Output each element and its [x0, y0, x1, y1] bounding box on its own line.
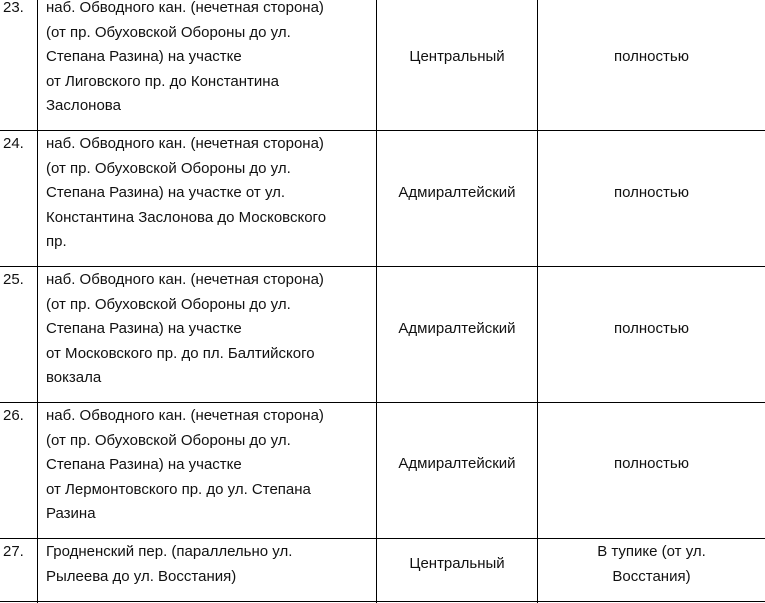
street-name-line: (от пр. Обуховской Обороны до ул. — [46, 431, 291, 449]
street-name-line: наб. Обводного кан. (нечетная сторона) — [46, 407, 324, 424]
district: Центральный — [409, 48, 505, 65]
row-divider — [0, 130, 765, 131]
closure-status-line: Восстания) — [612, 567, 691, 585]
closure-status-line: полностью — [614, 320, 689, 337]
street-name-line: Степана Разина) на участке от ул. — [46, 184, 286, 201]
column-divider — [537, 0, 538, 603]
row-divider — [0, 538, 765, 539]
row-divider — [0, 601, 765, 602]
closure-status — [538, 452, 765, 477]
street-name-line: наб. Обводного кан. (нечетная сторона) — [46, 0, 324, 16]
column-divider — [376, 0, 377, 603]
street-name-line: Заслонова — [46, 97, 121, 114]
closure-status — [538, 540, 765, 589]
column-divider — [37, 0, 38, 603]
street-name — [46, 268, 371, 391]
street-name — [46, 0, 371, 119]
closure-status-line: полностью — [614, 455, 689, 472]
street-name-line: Рылеева до ул. Восстания) — [46, 567, 237, 585]
street-name — [46, 132, 371, 255]
district: Адмиралтейский — [398, 320, 516, 337]
street-name-line: Степана Разина) на участке — [46, 320, 242, 337]
street-name-line: (от пр. Обуховской Обороны до ул. — [46, 159, 291, 177]
closure-status — [538, 45, 765, 70]
closure-status-line: полностью — [614, 48, 689, 65]
street-name-line: пр. — [46, 233, 67, 250]
street-name-line: (от пр. Обуховской Обороны до ул. — [46, 295, 291, 313]
district: Адмиралтейский — [398, 455, 516, 472]
street-name-line: от Лермонтовского пр. до ул. Степана — [46, 480, 311, 498]
street-name-line: Константина Заслонова до Московского — [46, 208, 327, 226]
street-name-line: от Лиговского пр. до Константина — [46, 72, 279, 90]
street-name-line: Степана Разина) на участке — [46, 456, 242, 473]
street-name-line: наб. Обводного кан. (нечетная сторона) — [46, 135, 324, 152]
row-divider — [0, 266, 765, 267]
street-name-line: наб. Обводного кан. (нечетная сторона) — [46, 271, 324, 288]
row-number: 25. — [3, 271, 24, 288]
district: Центральный — [409, 555, 505, 572]
row-number: 26. — [3, 407, 24, 424]
street-name-line: Разина — [46, 505, 96, 522]
closure-status-line: В тупике (от ул. — [597, 543, 706, 560]
street-name-line: вокзала — [46, 369, 102, 386]
street-name-line: Гродненский пер. (параллельно ул. — [46, 543, 293, 560]
row-divider — [0, 402, 765, 403]
district: Адмиралтейский — [398, 184, 516, 201]
closure-status — [538, 181, 765, 206]
street-name-line: (от пр. Обуховской Обороны до ул. — [46, 23, 291, 41]
row-number: 24. — [3, 135, 24, 152]
row-number: 27. — [3, 543, 24, 560]
closure-status-line: полностью — [614, 184, 689, 201]
street-name-line: от Московского пр. до пл. Балтийского — [46, 344, 315, 362]
street-name — [46, 540, 371, 589]
street-name — [46, 404, 371, 527]
row-number: 23. — [3, 0, 24, 16]
street-name-line: Степана Разина) на участке — [46, 48, 242, 65]
closure-status — [538, 317, 765, 342]
